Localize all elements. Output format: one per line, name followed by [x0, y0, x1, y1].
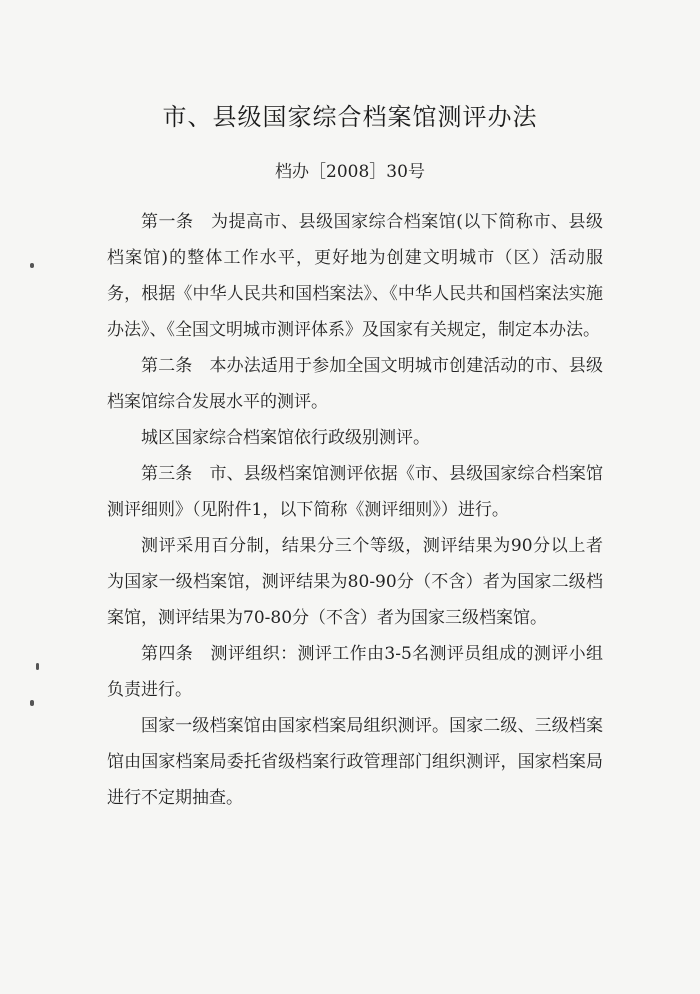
document-number: 档办［2008］30号 [275, 162, 425, 182]
paragraph: 第三条 市、县级档案馆测评依据《市、县级国家综合档案馆测评细则》（见附件1，以下简称《测评细则》）进行。 [107, 464, 603, 520]
paragraph: 第二条 本办法适用于参加全国文明城市创建活动的市、县级档案馆综合发展水平的测评。 [107, 356, 603, 412]
paragraph: 城区国家综合档案馆依行政级别测评。 [141, 428, 430, 448]
paragraph: 国家一级档案馆由国家档案局组织测评。国家二级、三级档案馆由国家档案局委托省级档案行政管理部门组织测评，国家档案局进行不定期抽查。 [107, 716, 603, 808]
document-title: 市、县级国家综合档案馆测评办法 [162, 103, 538, 131]
scan-speck [30, 263, 34, 268]
paragraph: 第一条 为提高市、县级国家综合档案馆(以下简称市、县级档案馆)的整体工作水平，更好地为创建文明城市（区）活动服务，根据《中华人民共和国档案法》、《中华人民共和国档案法实施办法》、《全国文明城市测评体系》及国家有关规定，制定本办法。 [107, 212, 603, 340]
paragraph: 第四条 测评组织：测评工作由3-5名测评员组成的测评小组负责进行。 [107, 644, 603, 700]
document-body [107, 204, 603, 816]
scan-speck [30, 700, 34, 706]
scan-speck [36, 663, 39, 670]
paragraph: 测评采用百分制，结果分三个等级，测评结果为90分以上者为国家一级档案馆，测评结果为80-90分（不含）者为国家二级档案馆，测评结果为70-80分（不含）者为国家三级档案馆。 [107, 536, 603, 628]
